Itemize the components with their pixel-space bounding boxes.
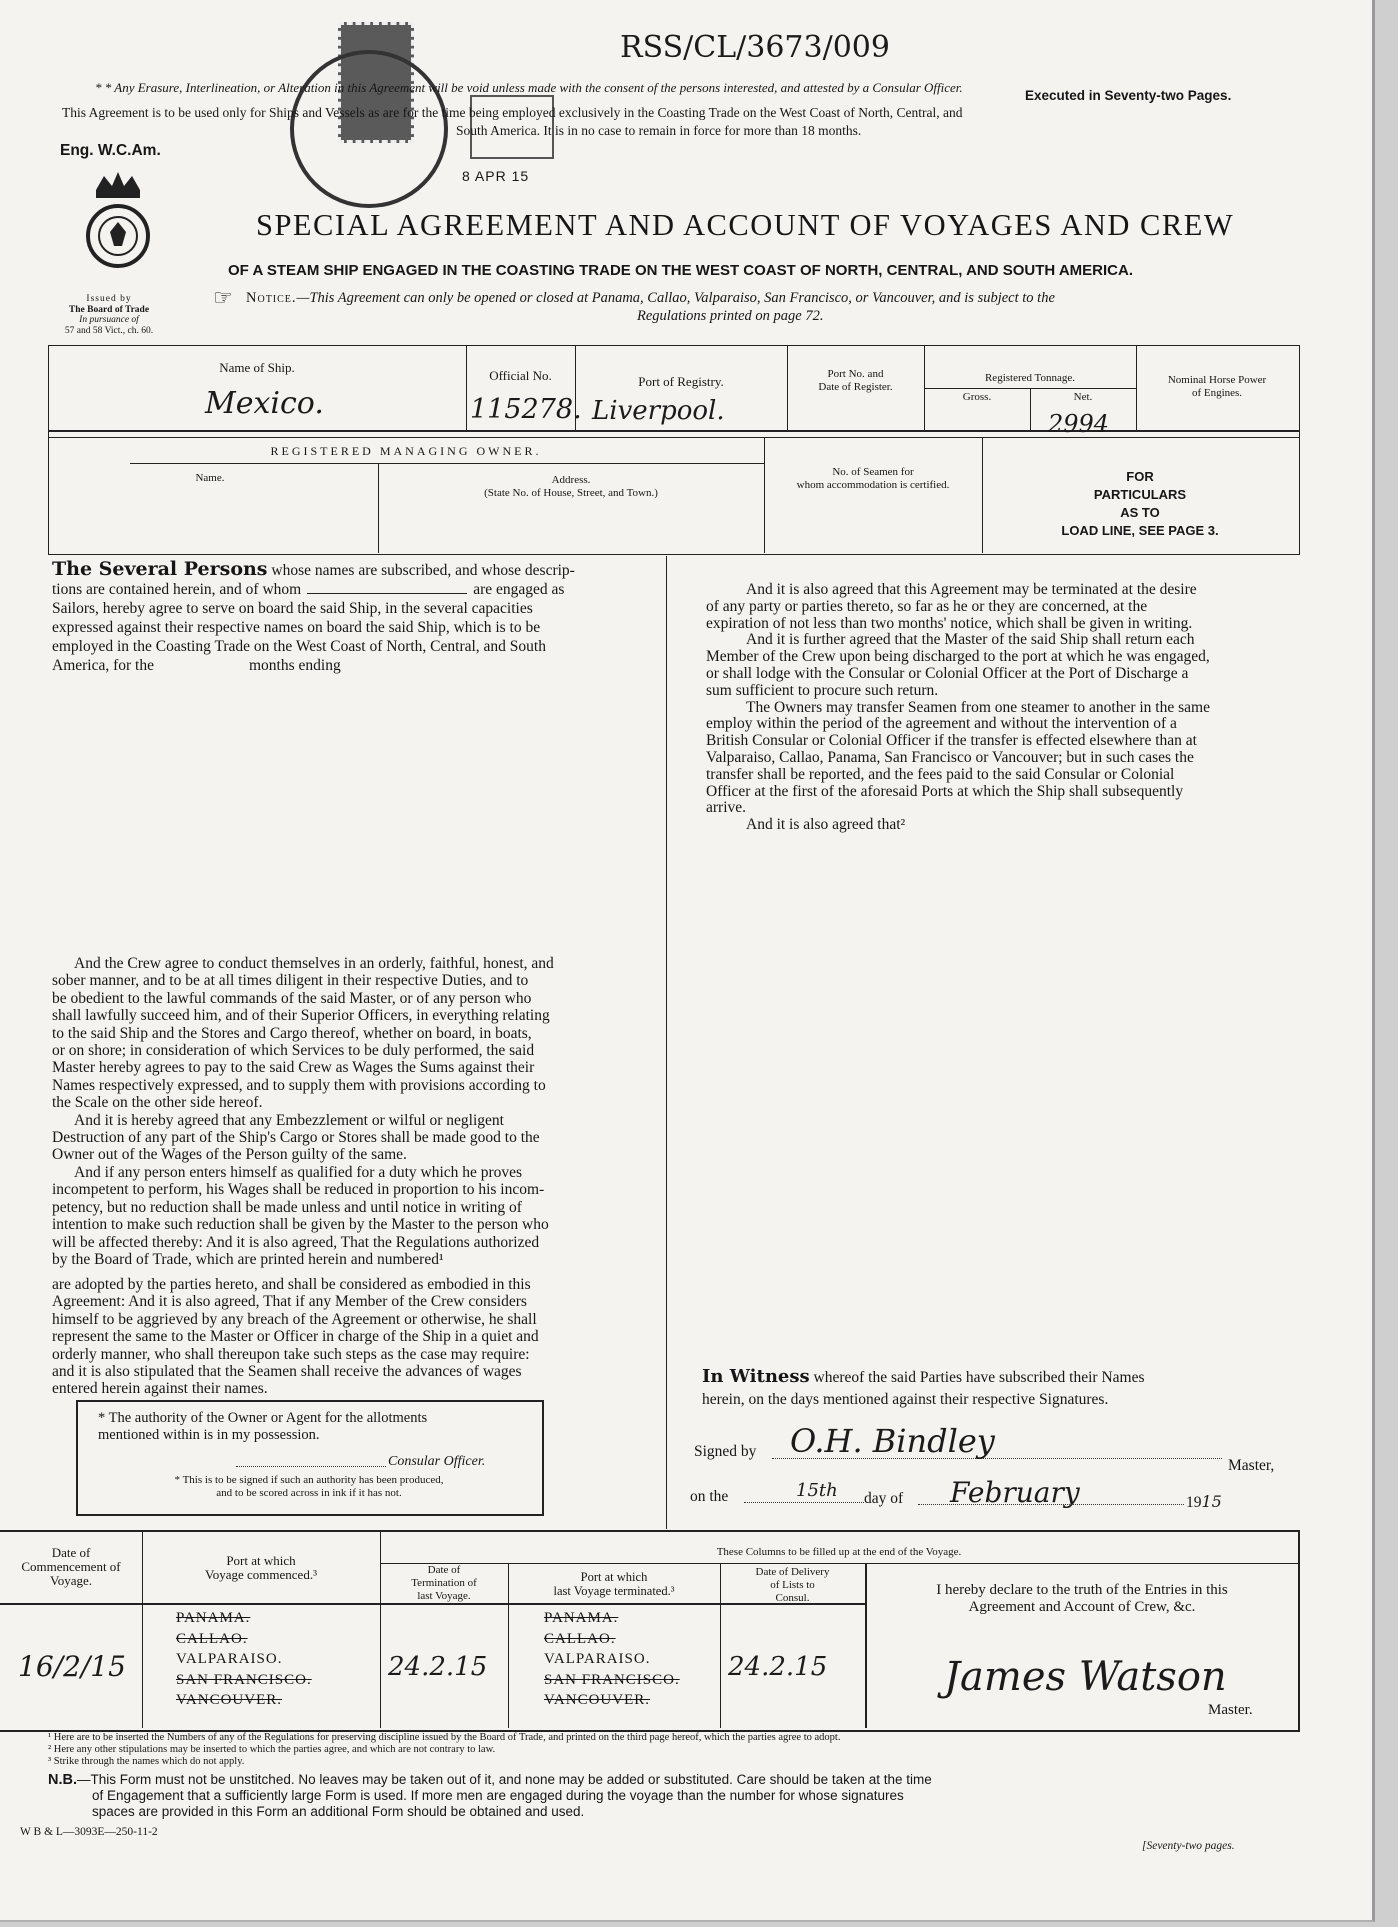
printer-code: W B & L—3093E—250-11-2	[20, 1826, 158, 1838]
net-tonnage-value: 2994	[1048, 410, 1110, 438]
notice-line-2: Regulations printed on page 72.	[637, 308, 824, 324]
ship-name-label: Name of Ship.	[219, 360, 295, 375]
port-terminated: VALPARAISO.	[544, 1651, 651, 1667]
signed-master-label: Master,	[1228, 1457, 1275, 1474]
delivery-date: 24.2.15	[728, 1652, 828, 1682]
authority-footnote: * This is to be signed if such an authority has been produced, and to be scored across in ink if it has not.	[174, 1474, 444, 1499]
port-commenced: VANCOUVER.	[176, 1692, 282, 1708]
issued-by-block: Issued by The Board of Trade In pursuance of 57 and 58 Vict., ch. 60.	[64, 294, 154, 336]
consular-officer-label: Consular Officer.	[388, 1454, 486, 1469]
owner-address-label: Address. (State No. of House, Street, and Town.)	[484, 474, 658, 499]
board-of-trade-crest-icon	[82, 168, 154, 290]
day-of-label: day of	[864, 1490, 904, 1507]
official-no-label: Official No.	[489, 368, 552, 383]
tonnage-label: Registered Tonnage.	[984, 372, 1076, 384]
port-no-label: Port No. and Date of Register.	[818, 368, 893, 393]
footnotes: ¹ Here are to be inserted the Numbers of any of the Regulations for preserving discipline issued by the Board of Trade, and printed on the third page hereof, which the parties agree to adopt. ² Here any other stipulations may be inserted to which the parties agree, and which are not contrary to law. ³ Strike through the names which do not apply.	[48, 1732, 841, 1767]
owner-signature: O.H. Bindley	[790, 1422, 995, 1460]
on-the-label: on the	[690, 1488, 729, 1505]
port-registry-value: Liverpool.	[592, 396, 725, 426]
ports-commenced-list	[176, 1608, 312, 1711]
master-signature: James Watson	[944, 1654, 1227, 1700]
port-commenced: PANAMA.	[176, 1610, 251, 1626]
ship-name-value: Mexico.	[205, 386, 324, 421]
notice-line-1: Notice.—This Agreement can only be opened or closed at Panama, Callao, Valparaiso, San Francisco, or Vancouver, and is subject to the	[246, 290, 1055, 306]
net-label: Net.	[1073, 391, 1093, 403]
port-commenced-header: Port at which Voyage commenced.³	[205, 1553, 317, 1582]
ports-terminated-list	[544, 1608, 680, 1711]
official-no-value: 115278.	[470, 394, 582, 425]
port-terminated: VANCOUVER.	[544, 1692, 650, 1708]
load-line-note: FOR PARTICULARS AS TO LOAD LINE, SEE PAGE 3.	[1061, 469, 1219, 538]
port-registry-label: Port of Registry.	[638, 374, 724, 389]
postmark-icon	[290, 50, 448, 208]
termination-header: Date of Termination of last Voyage.	[411, 1564, 477, 1602]
opening-paragraph: The Several Persons whose names are subscribed, and whose descrip- tions are contained herein, and of whom are engaged as Sailors, hereby agree to serve on board the said Ship, in the several capacities expressed against their respective names on board the said Ship, which is to be employed in the Coasting Trade on the West Coast of North, Central, and South America, for the months ending	[52, 558, 575, 674]
port-terminated: PANAMA.	[544, 1610, 619, 1626]
crew-clauses: And the Crew agree to conduct themselves in an orderly, faithful, honest, and sober manner, and to be at all times diligent in their respective Duties, and to be obedient to the lawful commands of the said Master, or of any person who shall lawfully succeed him, and of their Superior Officers, in everything relating to the said Ship and the Stores and Cargo thereof, whether on board, in boats, or on shore; in consideration of which Services to be duly performed, the said Master hereby agrees to pay to the said Crew as Wages the Sums against their Names respectively expressed, and to supply them with provisions according to the Scale on the other side hereof. And it is hereby agreed that any Embezzlement or wilful or negligent Destruction of any part of the Ship's Cargo or Stores shall be made good to the Owner out of the Wages of the Person guilty of the same. And if any person enters himself as qualified for a duty which he proves incompetent to perform, his Wages shall be reduced in proportion to his incom- petency, but no reduction shall be made unless and until notice in writing of intention to make such reduction shall be given by the Master to the person who will be affected thereby: And it is also agreed, That the Regulations authorized by the Board of Trade, which are printed herein and numbered¹	[52, 955, 554, 1268]
nb-notice: N.B.—This Form must not be unstitched. No leaves may be taken out of it, and none may be added or substituted. Care should be taken at the time of Engagement that a sufficiently large Form is used. If more men are engaged during the voyage than the number for whose signatures spaces are provided in this Form an additional Form should be obtained and used.	[48, 1772, 932, 1819]
archive-reference: RSS/CL/3673/009	[620, 30, 890, 65]
owner-heading: REGISTERED MANAGING OWNER.	[270, 444, 542, 458]
end-of-voyage-header: These Columns to be filled up at the end of the Voyage.	[716, 1546, 962, 1558]
form-code: Eng. W.C.Am.	[60, 142, 161, 159]
port-terminated-header: Port at which last Voyage terminated.³	[553, 1570, 675, 1598]
right-clauses: And it is also agreed that this Agreement may be terminated at the desire of any party or parties thereto, so far as he or they are concerned, at the expiration of not less than two months' notice, which shall be given in writing. And it is further agreed that the Master of the said Ship shall return each Member of the Crew upon being discharged to the port at which he was engaged, or shall lodge with the Consular or Colonial Officer at the Port of Discharge a sum sufficient to procure such return. The Owners may transfer Seamen from one steamer to another in the same employ within the period of the agreement and without the intervention of a British Consular or Colonial Officer if the transfer is effected elsewhere than at Valparaiso, Callao, Panama, San Francisco or Vancouver; but in such cases the transfer shall be reported, and the fees paid to the said Consular or Colonial Officer at the first of the aforesaid Ports at which the Ship shall subsequently arrive. And it is also agreed that²	[706, 581, 1210, 834]
horse-power-label: Nominal Horse Power of Engines.	[1167, 374, 1267, 399]
commencement-date: 16/2/15	[18, 1650, 126, 1683]
erasure-note: * * Any Erasure, Interlineation, or Alteration in this Agreement will be void unless made with the consent of the persons interested, and attested by a Consular Officer.	[95, 80, 963, 95]
termination-date: 24.2.15	[388, 1652, 488, 1682]
owner-name-label: Name.	[195, 472, 225, 484]
commencement-header: Date of Commencement of Voyage.	[21, 1545, 121, 1588]
stamp-date: 8 APR 15	[462, 168, 530, 184]
usage-note-1: This Agreement is to be used only for Ships and Vessels as are for the time being employed exclusively in the Coasting Trade on the West Coast of North, Central, and	[62, 105, 963, 120]
port-terminated: CALLAO.	[544, 1630, 616, 1647]
port-terminated: SAN FRANCISCO.	[544, 1671, 680, 1688]
pointing-hand-icon: ☞	[213, 285, 233, 310]
year-label: 1915	[1186, 1492, 1222, 1511]
signed-by-label: Signed by	[694, 1443, 757, 1460]
signature-day: 15th	[796, 1480, 838, 1501]
seamen-accommodation-label: No. of Seamen for whom accommodation is certified.	[796, 466, 950, 491]
declaration-text: I hereby declare to the truth of the Entries in this Agreement and Account of Crew, &c.	[936, 1582, 1228, 1615]
port-commenced: SAN FRANCISCO.	[176, 1671, 312, 1688]
page-title: SPECIAL AGREEMENT AND ACCOUNT OF VOYAGES AND CREW	[256, 208, 1235, 242]
seventy-two-pages-note: [Seventy-two pages.	[1142, 1840, 1235, 1852]
port-commenced: CALLAO.	[176, 1630, 248, 1647]
signature-month: February	[950, 1476, 1080, 1509]
witness-clause: In Witness whereof the said Parties have subscribed their Names herein, on the days mentioned against their respective Signatures.	[702, 1366, 1145, 1408]
port-commenced: VALPARAISO.	[176, 1651, 283, 1667]
page-subtitle: OF A STEAM SHIP ENGAGED IN THE COASTING TRADE ON THE WEST COAST OF NORTH, CENTRAL, AND SOUTH AMERICA.	[228, 262, 1134, 279]
pages-note: Executed in Seventy-two Pages.	[1025, 88, 1232, 103]
usage-note-2: South America. It is in no case to remain in force for more than 18 months.	[456, 123, 862, 138]
delivery-header: Date of Delivery of Lists to Consul.	[755, 1566, 830, 1604]
gross-label: Gross.	[962, 391, 992, 403]
master-label: Master.	[1208, 1702, 1253, 1718]
authority-text: * The authority of the Owner or Agent for the allotments mentioned within is in my possession.	[98, 1410, 428, 1443]
adopted-clauses: are adopted by the parties hereto, and shall be considered as embodied in this Agreement: And it is also agreed, That if any Member of the Crew considers himself to be aggrieved by any breach of the Agreement or otherwise, he shall represent the same to the Master or Officer in charge of the Ship in a quiet and orderly manner, who shall thereupon take such steps as the case may require: and it is also stipulated that the Seamen shall receive the advances of wages entered herein against their names.	[52, 1276, 539, 1398]
